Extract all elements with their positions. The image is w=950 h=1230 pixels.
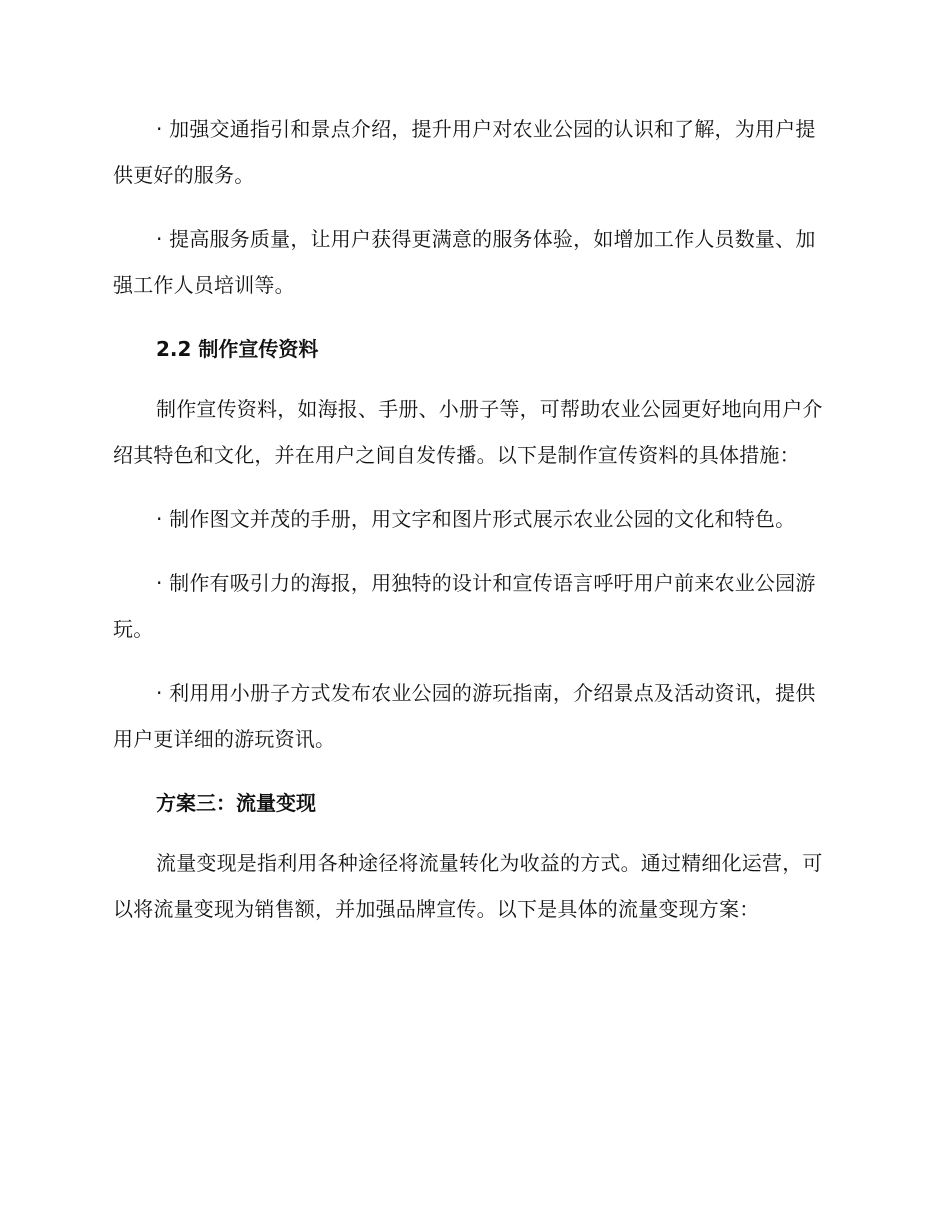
document-body <box>113 106 833 950</box>
section-heading-traffic-monetization: 方案三：流量变现 <box>156 791 316 815</box>
bullet-paragraph-traffic-guidance: · 加强交通指引和景点介绍，提升用户对农业公园的认识和了解，为用户提供更好的服务。 <box>113 117 816 187</box>
paragraph-promotional-materials-intro: 制作宣传资料，如海报、手册、小册子等，可帮助农业公园更好地向用户介绍其特色和文化，并在用户之间自发传播。以下是制作宣传资料的具体措施： <box>113 397 823 467</box>
bullet-paragraph-brochure: · 制作图文并茂的手册，用文字和图片形式展示农业公园的文化和特色。 <box>156 507 796 531</box>
bullet-paragraph-poster: · 制作有吸引力的海报，用独特的设计和宣传语言呼吁用户前来农业公园游玩。 <box>113 571 816 641</box>
bullet-paragraph-pamphlet: · 利用用小册子方式发布农业公园的游玩指南，介绍景点及活动资讯，提供用户更详细的游玩资讯。 <box>113 681 816 751</box>
paragraph-traffic-monetization-intro: 流量变现是指利用各种途径将流量转化为收益的方式。通过精细化运营，可以将流量变现为销售额，并加强品牌宣传。以下是具体的流量变现方案： <box>113 851 823 921</box>
bullet-paragraph-service-quality: · 提高服务质量，让用户获得更满意的服务体验，如增加工作人员数量、加强工作人员培训等。 <box>113 227 816 297</box>
section-heading-promotional-materials: 2.2 制作宣传资料 <box>156 337 319 361</box>
